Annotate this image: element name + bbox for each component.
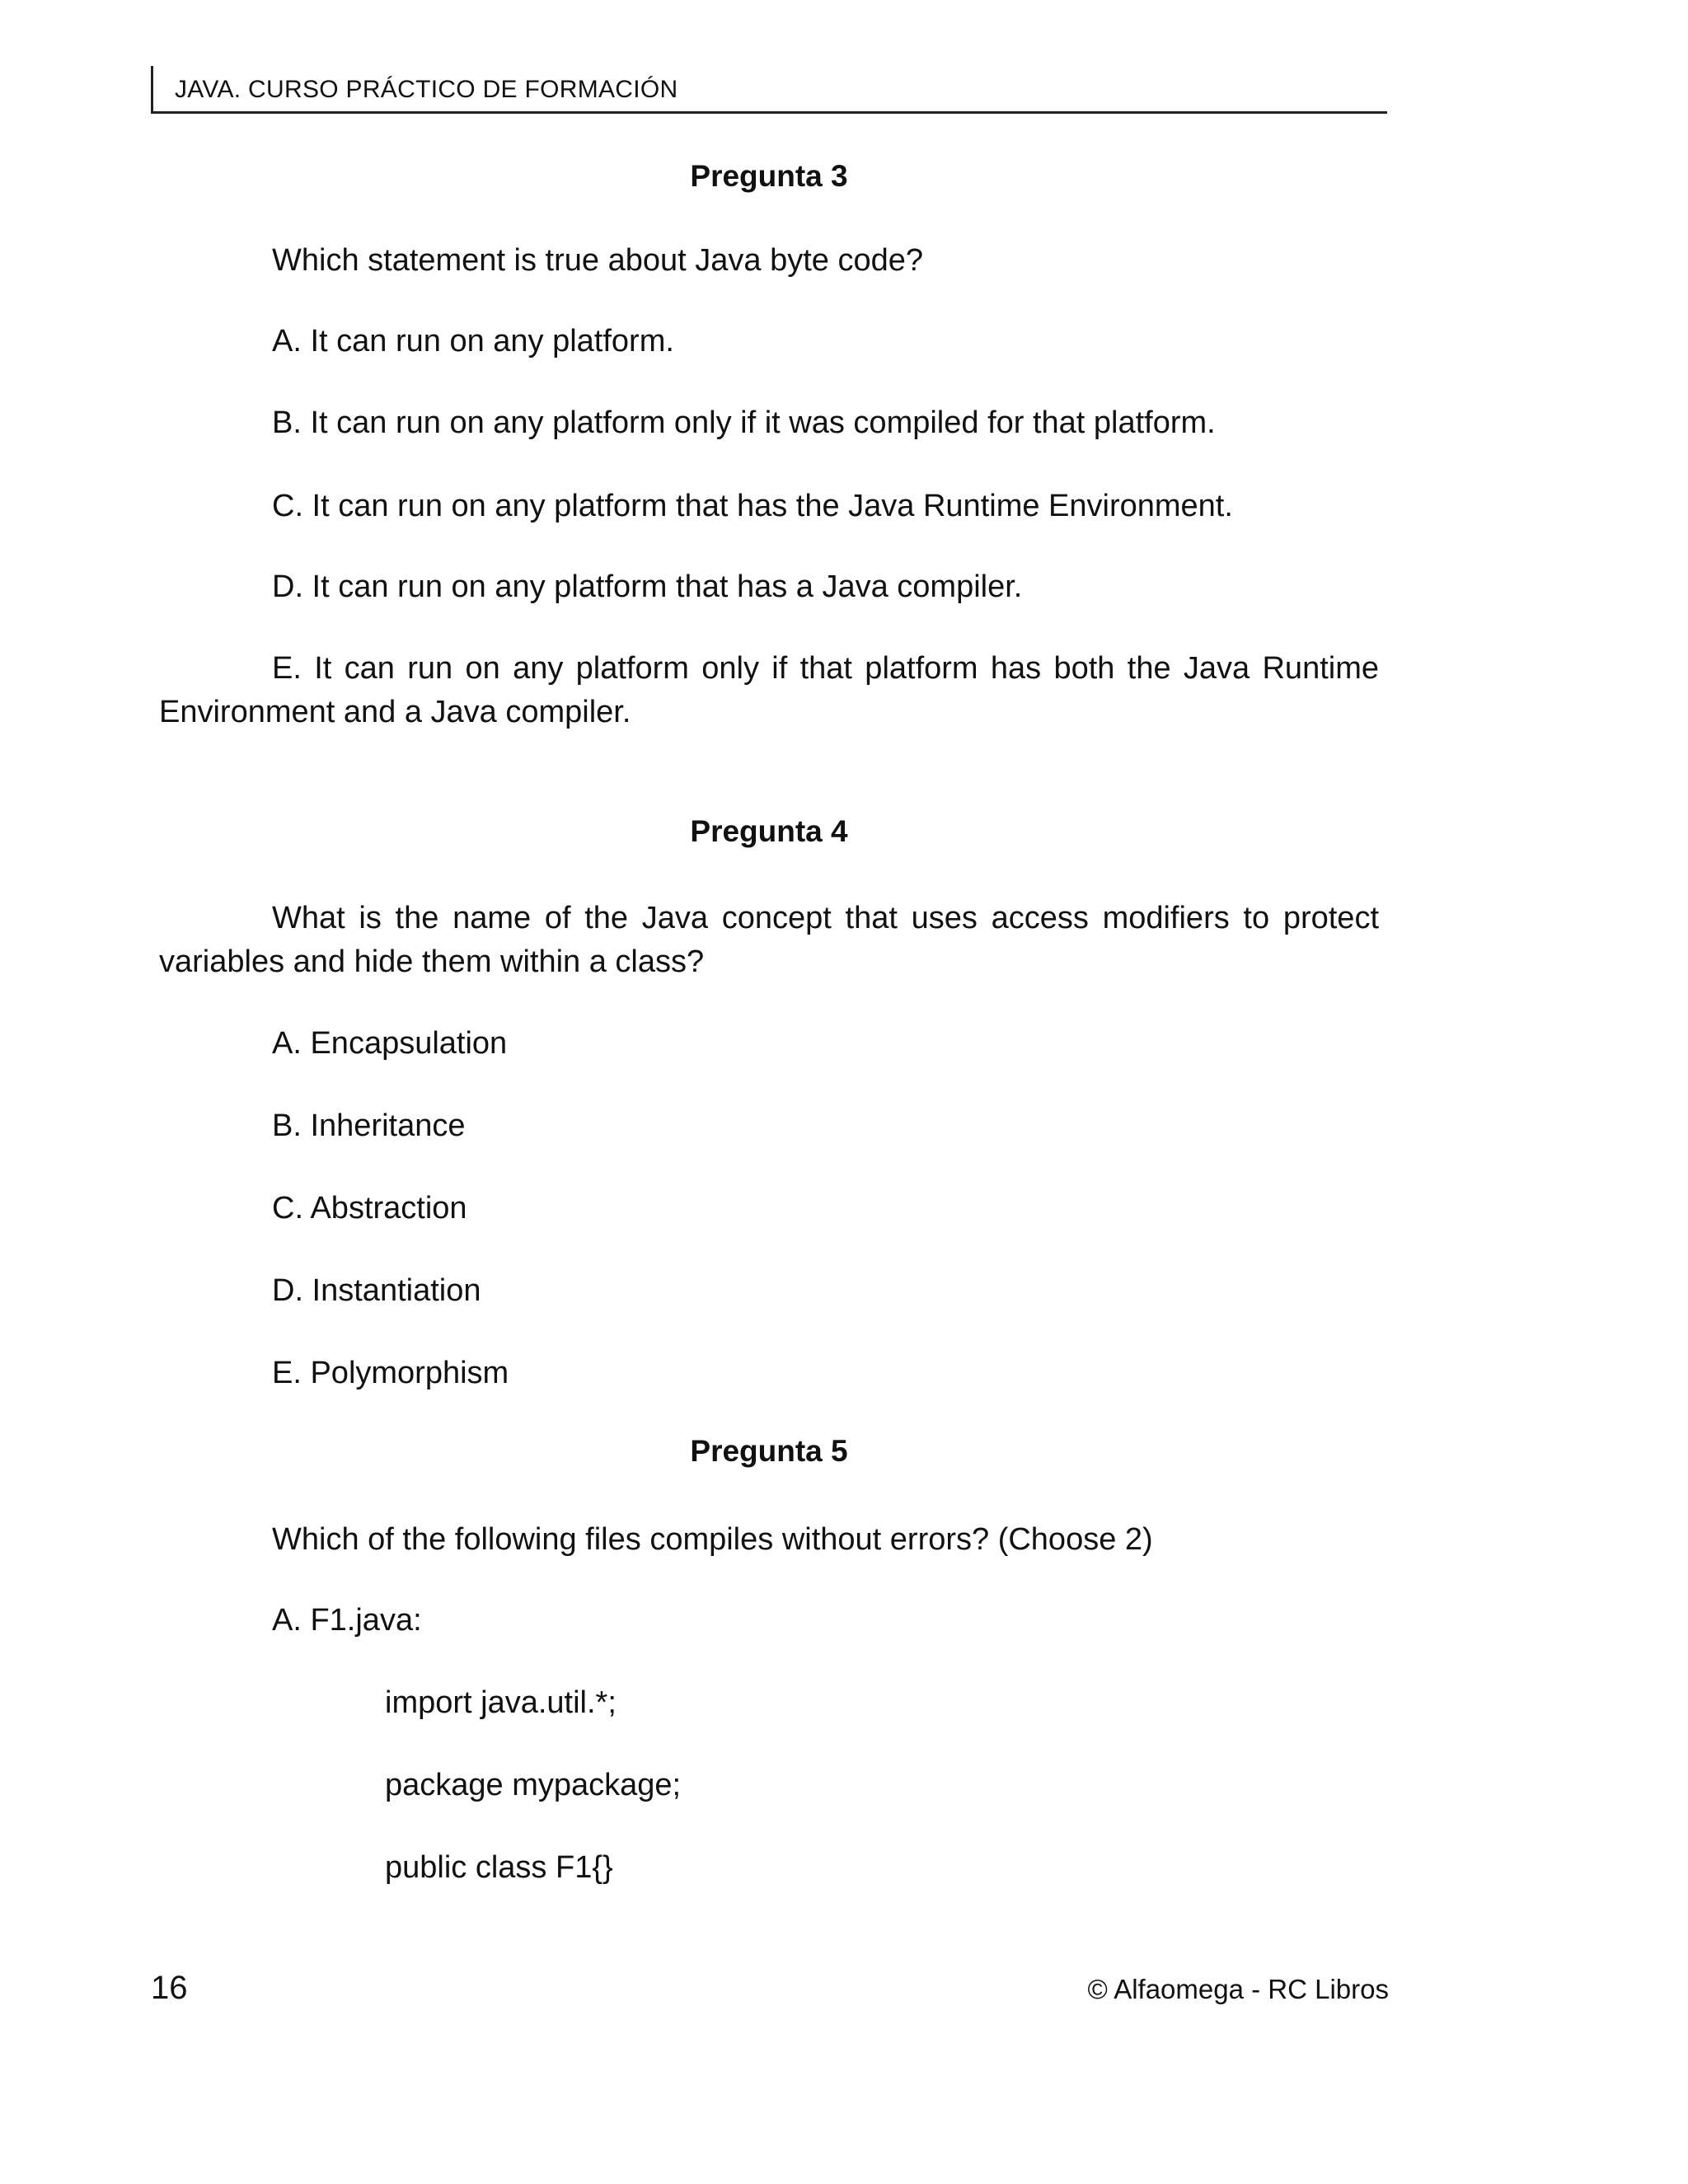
question-3-prompt: Which statement is true about Java byte code? [272,243,923,278]
question-3-option-c: C. It can run on any platform that has the Java Runtime Environment. [272,489,1233,523]
question-4-heading: Pregunta 4 [690,814,848,848]
header-horizontal-rule [151,111,1387,114]
question-4-option-e: E. Polymorphism [272,1356,509,1390]
question-4-option-a: A. Encapsulation [272,1026,508,1061]
question-5-heading: Pregunta 5 [690,1434,848,1468]
code-line-import: import java.util.*; [385,1685,617,1720]
question-3-option-d: D. It can run on any platform that has a Java compiler. [272,569,1023,604]
question-4-option-b: B. Inheritance [272,1108,466,1143]
page-number: 16 [151,1970,188,2006]
question-5-prompt: Which of the following files compiles without errors? (Choose 2) [272,1522,1153,1557]
question-3-heading: Pregunta 3 [690,159,848,193]
question-3-option-e: E. It can run on any platform only if that platform has both the Java Runtime Environment and a Java compiler. [159,651,1379,729]
running-title: JAVA. CURSO PRÁCTICO DE FORMACIÓN [175,76,678,103]
header-vertical-rule [151,66,153,114]
question-3-option-a: A. It can run on any platform. [272,324,674,359]
question-4-prompt: What is the name of the Java concept that uses access modifiers to protect variables and hide them within a class? [159,901,1379,979]
question-4-option-c: C. Abstraction [272,1191,467,1226]
question-4-option-d: D. Instantiation [272,1273,481,1308]
code-line-package: package mypackage; [385,1768,682,1802]
question-3-option-b: B. It can run on any platform only if it was compiled for that platform. [272,405,1216,440]
copyright-notice: © Alfaomega - RC Libros [1087,1974,1389,2004]
question-5-option-a: A. F1.java: [272,1603,422,1638]
code-line-class: public class F1{} [385,1850,613,1885]
